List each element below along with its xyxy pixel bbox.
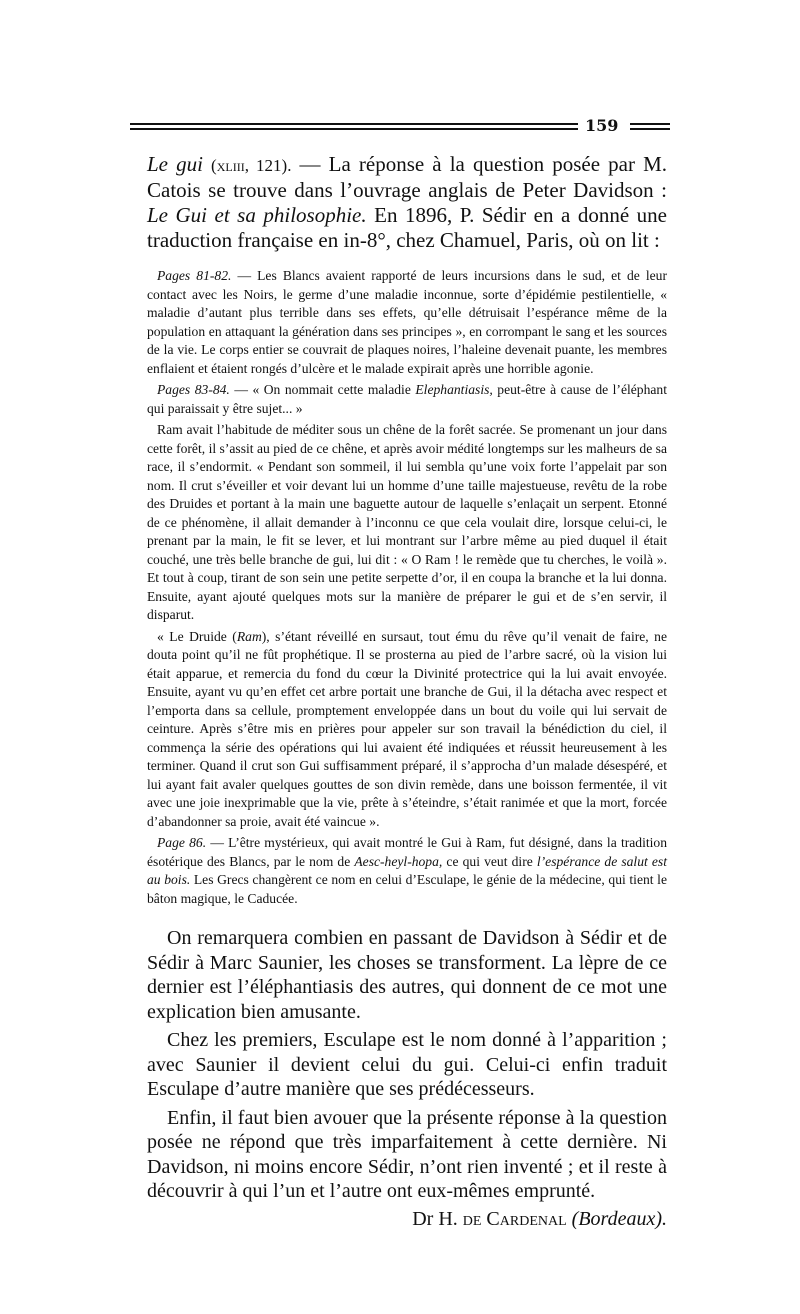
quote-italic-2: Elephantiasis, <box>415 382 493 397</box>
quote-text-2b: peut-être à cause de l’éléphant qui paraissait y être sujet... » <box>147 382 668 416</box>
quote-paragraph-5 <box>147 834 667 908</box>
quote-paragraph-1 <box>147 267 667 378</box>
commentary-paragraph-1: On remarquera combien en passant de Davidson à Sédir et de Sédir à Marc Saunier, les choses se transforment. La lèpre de ce dernier est l’éléphantiasis des autres, qui donnent de ce mot une explication bien amusante. <box>147 927 667 1023</box>
quote-text-5a: — L’être mystérieux, qui avait montré le Gui à Ram, fut désigné, dans la tradition ésotérique des Blancs, par le nom de <box>147 835 668 869</box>
page-content <box>147 152 667 1231</box>
commentary-paragraph-2: Chez les premiers, Esculape est le nom donné à l’apparition ; avec Saunier il devient celui du gui. Celui-ci enfin traduit Esculape d’autre manière que ses prédécesseurs. <box>147 1029 667 1100</box>
quote-italic-4: Ram <box>236 628 262 644</box>
signature-title: Dr <box>412 1207 434 1230</box>
quote-paragraph-3: Ram avait l’habitude de méditer sous un chêne de la forêt sacrée. Se promenant un jour dans cette forêt, il s’assit au pied de ce chêne, et après avoir médité longtemps sur les malheurs de sa race, il s’endormit. « Pendant son sommeil, il lui sembla qu’une voix forte l’appelait par son nom. Il crut s’éveiller et voir devant lui un homme d’une taille majestueuse, revêtu de la robe des Druides et portant à la main une baguette autour de laquelle s’enlaçait un serpent. Etonné de ce phénomène, il allait demander à l’inconnu ce que cela voulait dire, lorsque celui-ci, le prenant par la main, le fit se lever, et lui montrant sur l’arbre même au pied duquel il était couché, une très belle branche de gui, lui dit : « O Ram ! le remède que tu cherches, le voilà ». Et tout à coup, tirant de son sein une petite serpette d’or, il en coupa la branche et la lui donna. Ensuite, ayant ajouté quelques mots sur la manière de préparer le gui et de s’en servir, il disparut. <box>147 422 667 622</box>
quote-ref-2: Pages 83-84. <box>157 382 230 397</box>
quote-text-4b: ), s’étant réveillé en sursaut, tout ému du rêve qu’il venait de faire, ne douta point qu’il ne fût prophétique. Il se prosterna au pied de l’arbre sacré, où la vision lui était apparue, et remercia du fond du cœur la Divinité protectrice qui la lui avait envoyée. Ensuite, ayant vu qu’en effet cet arbre portait une branche de Gui, il la détacha avec respect et l’emporta dans sa cellule, promptement enveloppée dans un bout du voile qui lui servait de ceinture. Après s’être mis en prières pour appeler sur son travail la bénédiction du ciel, il commença la série des opérations qui lui avaient été indiquées et réussit heureusement à les terminer. Quand il crut son Gui suffisamment préparé, il s’approcha d’un malade désespéré, et lui ayant fait avaler quelques gouttes de son divin remède, dans une boisson fermentée, il vit avec une joie inexprimable que la vie, prête à s’éteindre, s’était ranimée et que la mort, forcée d’abandonner sa proie, avait été vaincue ». <box>147 628 667 829</box>
quote-text-5b: ce qui veut dire <box>442 853 537 869</box>
lead-book-title: Le Gui et sa philosophie. <box>147 203 367 227</box>
quote-ref-5: Page 86. <box>157 835 207 850</box>
quote-italic-5a: Aesc-heyl-hopa, <box>354 853 443 869</box>
quote-text-5c: Les Grecs changèrent ce nom en celui d’Esculape, le génie de la médecine, qui tient le bâton magique, le Caducée. <box>147 872 667 906</box>
quote-ref-1: Pages 81-82. <box>157 268 232 283</box>
page-header <box>130 118 670 140</box>
lead-text-2: En 1896, P. Sédir en a donné une traduction française en in-8°, chez Chamuel, Paris, où on lit : <box>147 203 667 252</box>
quote-text-1: — Les Blancs avaient rapporté de leurs incursions dans le sud, et de leur contact avec les Noirs, le germe d’une maladie inconnue, sorte d’épidémie pestilentielle, « maladie d’autant plus terrible dans ses effets, qu’elle détruisait l’espérance même de la population en attaquant la génération dans ses principes », en corrompant le sang et les sources de la vie. Le corps entier se couvrait de plaques noires, l’haleine devenait puante, les membres enflaient et étaient rongés d’ulcère et le malade expirait après une horrible agonie. <box>147 268 667 376</box>
quote-paragraph-2 <box>147 381 667 418</box>
page-number: 159 <box>585 116 619 135</box>
signature-name: H. de Cardenal <box>438 1207 567 1230</box>
lead-paragraph <box>147 152 667 253</box>
quote-paragraph-4 <box>147 628 667 832</box>
header-rule-left <box>130 123 578 133</box>
commentary <box>147 926 667 1204</box>
commentary-paragraph-3: Enfin, il faut bien avouer que la présente réponse à la question posée ne répond que très imparfaitement à cette dernière. Ni Davidson, ni moins encore Sédir, n’ont rien inventé ; et il reste à découvrir à qui l’un et l’autre ont eux-mêmes emprunté. <box>147 1106 667 1202</box>
signature-place: (Bordeaux). <box>571 1207 667 1230</box>
lead-title: Le gui <box>147 152 203 176</box>
quote-text-4a: « Le Druide ( <box>157 628 237 644</box>
lead-ref: (xliii, 121). <box>211 156 292 175</box>
quote-italic-5b: l’espérance de salut est au bois. <box>147 853 667 887</box>
header-rule-right <box>630 123 670 133</box>
lead-text-1: — La réponse à la question posée par M. Catois se trouve dans l’ouvrage anglais de Peter Davidson : <box>147 152 667 202</box>
quoted-excerpt <box>147 267 667 908</box>
quote-text-2a: — « On nommait cette maladie <box>229 382 416 397</box>
signature <box>147 1208 667 1231</box>
